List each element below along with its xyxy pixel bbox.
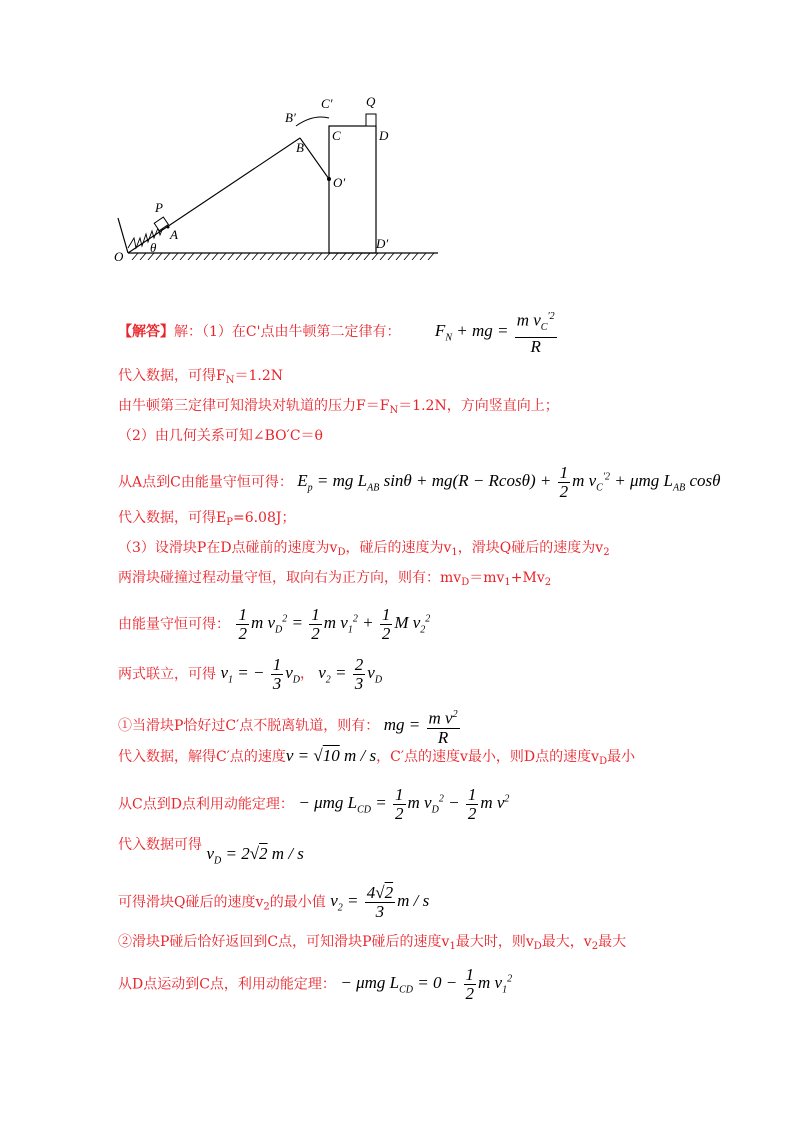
label-q: Q [366, 94, 376, 109]
incline-line [128, 138, 300, 253]
solution-line-14: 代入数据可得 $v_D = 2√2$ m / s [118, 837, 304, 867]
formula-work-energy-dc: − μmg $L_{CD} = 0$ − $\frac{1}{2}$ m $v_1^2$ [340, 965, 513, 1003]
solution-line-4: （2）由几何关系可知∠BO′C＝θ [118, 428, 323, 444]
solution-line-5: 从A点到C由能量守恒可得： $E_p$ = mg $L_{AB}$ sinθ + mg(R − Rcosθ) + $\frac{1}{2}$ m $v_C^{'2} + \mu mg$ $L_{AB}$ cosθ [118, 463, 721, 501]
formula-energy: $E_p$ = mg $L_{AB}$ sinθ + mg(R − Rcosθ) + $\frac{1}{2}$ m $v_C^{'2} + \mu mg$ $L_{AB}$ cosθ [297, 463, 721, 501]
label-b: B [296, 140, 304, 155]
solution-line-10: 两式联立，可得 $v_1$ = − $\frac{1}{3}$ $v_D$， $v_2$ = $\frac{2}{3}$ $v_D$ [118, 655, 383, 693]
label-d: D [379, 128, 389, 143]
formula-energy-conservation: $\frac{1}{2}$ m $v_D^2$ = $\frac{1}{2}$ m $v_1^2$ + $\frac{1}{2}$ M $v_2^2$ [238, 605, 431, 643]
block-q [366, 114, 376, 126]
ground-hatching [132, 253, 434, 260]
arc-bc [296, 117, 329, 126]
solution-line-12: 代入数据，解得C′点的速度v = √10 m / s，C′点的速度v最小，则D点的速度$v_D$最小 [118, 746, 636, 767]
label-p: P [155, 200, 163, 215]
label-b-prime: B′ [285, 110, 296, 125]
physics-diagram [108, 88, 448, 268]
solution-line-15: 可得滑块Q碰后的速度$v_2$的最小值 $v_2$ = $\frac{4√2}{3}$ m / s [118, 883, 430, 921]
label-theta: θ [150, 240, 157, 255]
formula-v2-min: $v_2$ = $\frac{4√2}{3}$ m / s [330, 883, 430, 921]
label-c: C [332, 128, 341, 143]
formula-vd-value: $v_D = 2√2$ m / s [206, 844, 304, 867]
line-1-text: 解：（1）在C'点由牛顿第二定律有： [174, 323, 401, 340]
solution-line-1 [118, 308, 559, 356]
solution-line-6: 代入数据，可得$E_P=6.08J$； [118, 510, 296, 528]
solution-line-17: 从D点运动到C点，利用动能定理： − μmg $L_{CD} = 0$ − $\frac{1}{2}$ m $v_1^2$ [118, 965, 513, 1003]
solution-line-9: 由能量守恒可得： $\frac{1}{2}$ m $v_D^2$ = $\frac{1}{2}$ m $v_1^2$ + $\frac{1}{2}$ M $v_2^2$ [118, 605, 431, 643]
formula-newton: $F_N$ + mg = $\frac{m v_C^{'2}}{R}$ [435, 321, 559, 340]
block-p [154, 217, 168, 231]
solution-line-11: ①当滑块P恰好过C′点不脱离轨道，则有： mg = $\frac{m v^2}{R}$ [118, 706, 462, 747]
formula-critical: mg = $\frac{m v^2}{R}$ [384, 715, 462, 734]
solution-line-13: 从C点到D点利用动能定理： − μmg $L_{CD}$ = $\frac{1}{2}$ m $v_D^2$ − $\frac{1}{2}$ m $v^2$ [118, 785, 510, 823]
label-c-prime: C′ [321, 96, 333, 111]
formula-vc-value: v = √10 m / s [285, 746, 377, 765]
solution-line-3: 由牛顿第三定律可知滑块对轨道的压力$F=F_N=1.2N$，方向竖直向上； [118, 398, 559, 416]
answer-tag: 【解答】 [118, 323, 174, 340]
formula-velocities: $v_1$ = − $\frac{1}{3}$ $v_D$， $v_2$ = $\frac{2}{3}$ $v_D$ [220, 655, 383, 693]
label-a: A [170, 227, 178, 242]
solution-line-16: ②滑块P碰后恰好返回到C点，可知滑块P碰后的速度$v_1$最大时，则$v_D$最大，$v_2$最大 [118, 934, 627, 952]
solution-line-7: （3）设滑块P在D点碰前的速度为$v_D$，碰后的速度为$v_1$，滑块Q碰后的速度为$v_2$ [118, 540, 610, 558]
label-o: O [114, 249, 124, 264]
formula-work-energy-cd: − μmg $L_{CD}$ = $\frac{1}{2}$ m $v_D^2$ − $\frac{1}{2}$ m $v^2$ [298, 785, 510, 823]
label-o-prime: O′ [333, 175, 346, 190]
solution-line-2: 代入数据，可得$F_N=1.2N$ [118, 368, 283, 386]
solution-line-8: 两滑块碰撞过程动量守恒，取向右为正方向，则有：$mv_D=mv_1+Mv_2$ [118, 570, 552, 588]
bo-prime-line [300, 138, 329, 179]
label-d-prime: D′ [376, 236, 389, 251]
wall-line [118, 218, 128, 253]
